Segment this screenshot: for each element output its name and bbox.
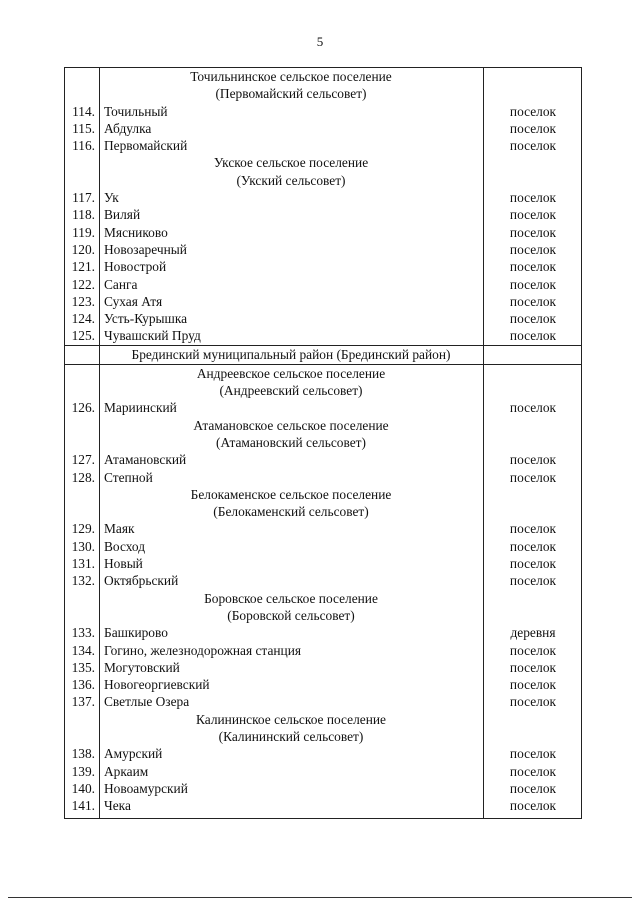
settlements-table — [64, 67, 582, 819]
settlement-kind: поселок — [509, 328, 557, 344]
settlement-name: Аркаим — [104, 763, 149, 779]
table-row — [65, 572, 581, 589]
settlement-kind: поселок — [509, 138, 557, 154]
row-number: 139. — [71, 763, 95, 779]
row-number: 138. — [71, 746, 95, 762]
table-row — [65, 189, 581, 206]
settlement-name: Точильный — [104, 103, 168, 119]
group-title: (Андреевский сельсовет) — [219, 383, 363, 399]
settlement-group-heading — [65, 417, 581, 434]
settlement-name: Чувашский Пруд — [104, 328, 201, 344]
group-title: (Боровской сельсовет) — [227, 607, 355, 623]
settlement-name: Мясниково — [104, 224, 168, 240]
row-number: 122. — [71, 276, 95, 292]
group-title: Укское сельское поселение — [213, 155, 369, 171]
group-title: (Калининский сельсовет) — [218, 728, 364, 744]
row-number: 134. — [71, 642, 95, 658]
group-title: (Белокаменский сельсовет) — [213, 504, 369, 520]
settlement-group-heading — [65, 68, 581, 85]
settlement-group-heading — [65, 154, 581, 171]
table-row — [65, 676, 581, 693]
settlement-name: Маяк — [104, 521, 135, 537]
table-row — [65, 258, 581, 275]
settlement-kind: поселок — [509, 659, 557, 675]
settlement-name: Амурский — [104, 746, 163, 762]
row-number: 121. — [71, 259, 95, 275]
settlement-kind: поселок — [509, 190, 557, 206]
table-row — [65, 520, 581, 537]
table-row — [65, 659, 581, 676]
settlement-kind: поселок — [509, 746, 557, 762]
row-number: 140. — [71, 780, 95, 796]
group-title: Андреевское сельское поселение — [196, 365, 386, 381]
row-number: 141. — [71, 798, 95, 814]
settlement-kind: поселок — [509, 780, 557, 796]
group-title: Белокаменское сельское поселение — [190, 486, 392, 502]
group-title: (Укский сельсовет) — [236, 172, 346, 188]
table-row — [65, 276, 581, 293]
settlement-group-heading — [65, 486, 581, 503]
table-row — [65, 745, 581, 762]
row-number: 133. — [71, 625, 95, 641]
settlement-kind: поселок — [509, 400, 557, 416]
settlement-kind: поселок — [509, 103, 557, 119]
settlement-group-heading — [65, 711, 581, 728]
settlement-group-heading — [65, 590, 581, 607]
row-number: 137. — [71, 694, 95, 710]
group-title: Атамановское сельское поселение — [193, 417, 389, 433]
settlement-name: Новострой — [104, 259, 167, 275]
settlement-group-heading — [65, 607, 581, 624]
page-number: 5 — [316, 34, 324, 49]
settlement-kind: деревня — [510, 625, 556, 641]
settlement-name: Башкирово — [104, 625, 168, 641]
settlement-name: Восход — [104, 538, 146, 554]
row-number: 136. — [71, 677, 95, 693]
row-number: 127. — [71, 452, 95, 468]
settlement-kind: поселок — [509, 642, 557, 658]
settlement-group-heading — [65, 503, 581, 520]
settlement-kind: поселок — [509, 763, 557, 779]
settlement-name: Атамановский — [104, 452, 187, 468]
settlement-kind: поселок — [509, 556, 557, 572]
settlement-group-heading — [65, 85, 581, 102]
settlement-kind: поселок — [509, 469, 557, 485]
table-row — [65, 137, 581, 154]
table-row — [65, 327, 581, 344]
table-row — [65, 451, 581, 468]
table-row — [65, 693, 581, 710]
row-number: 120. — [71, 241, 95, 257]
settlement-name: Абдулка — [104, 120, 152, 136]
table-row — [65, 224, 581, 241]
settlement-name: Виляй — [104, 207, 141, 223]
row-number: 131. — [71, 556, 95, 572]
settlement-kind: поселок — [509, 259, 557, 275]
row-number: 123. — [71, 293, 95, 309]
district-title: Брединский муниципальный район (Брединский район) — [131, 346, 451, 362]
row-number: 130. — [71, 538, 95, 554]
table-row — [65, 310, 581, 327]
row-number: 118. — [72, 207, 95, 223]
settlement-kind: поселок — [509, 207, 557, 223]
settlement-kind: поселок — [509, 538, 557, 554]
table-row — [65, 469, 581, 486]
row-number: 125. — [71, 328, 95, 344]
settlement-name: Новоамурский — [104, 780, 188, 796]
settlement-name: Новозаречный — [104, 241, 187, 257]
settlement-group-heading — [65, 365, 581, 382]
row-number: 119. — [72, 224, 95, 240]
table-row — [65, 797, 581, 814]
table-row — [65, 103, 581, 120]
district-heading-row — [65, 345, 581, 365]
table-row — [65, 241, 581, 258]
settlement-kind: поселок — [509, 224, 557, 240]
row-number: 114. — [72, 103, 95, 119]
settlement-group-heading — [65, 382, 581, 399]
settlement-kind: поселок — [509, 241, 557, 257]
row-number: 135. — [71, 659, 95, 675]
settlement-name: Ук — [104, 190, 119, 206]
table-row — [65, 555, 581, 572]
settlement-name: Сухая Атя — [104, 293, 163, 309]
table-row — [65, 120, 581, 137]
group-title: Точильнинское сельское поселение — [190, 69, 392, 84]
group-title: (Атамановский сельсовет) — [216, 434, 366, 450]
settlement-kind: поселок — [509, 276, 557, 292]
settlement-kind: поселок — [509, 521, 557, 537]
settlement-kind: поселок — [509, 677, 557, 693]
settlement-name: Светлые Озера — [104, 694, 190, 710]
settlement-name: Октябрьский — [104, 573, 179, 589]
settlement-name: Мариинский — [104, 400, 177, 416]
settlement-name: Чека — [104, 798, 131, 814]
settlement-name: Новогеоргиевский — [104, 677, 210, 693]
group-title: Калининское сельское поселение — [196, 711, 386, 727]
table-row — [65, 642, 581, 659]
group-title: Боровское сельское поселение — [204, 590, 378, 606]
settlement-kind: поселок — [509, 694, 557, 710]
table-row — [65, 206, 581, 223]
settlement-group-heading — [65, 728, 581, 745]
settlement-kind: поселок — [509, 452, 557, 468]
row-number: 132. — [71, 573, 95, 589]
settlement-kind: поселок — [509, 573, 557, 589]
settlement-name: Новый — [104, 556, 143, 572]
table-row — [65, 538, 581, 555]
settlement-name: Могутовский — [104, 659, 180, 675]
row-number: 116. — [72, 138, 95, 154]
settlement-kind: поселок — [509, 798, 557, 814]
settlement-group-heading — [65, 172, 581, 189]
settlement-kind: поселок — [509, 293, 557, 309]
table-row — [65, 780, 581, 797]
settlement-name: Первомайский — [104, 138, 188, 154]
row-number: 124. — [71, 311, 95, 327]
settlement-name: Степной — [104, 469, 153, 485]
table-row — [65, 624, 581, 641]
table-row — [65, 293, 581, 310]
settlement-name: Санга — [104, 276, 138, 292]
settlement-kind: поселок — [509, 120, 557, 136]
group-title: (Первомайский сельсовет) — [215, 86, 367, 102]
settlement-group-heading — [65, 434, 581, 451]
row-number: 129. — [71, 521, 95, 537]
page-bottom-rule — [8, 897, 632, 898]
row-number: 117. — [72, 190, 95, 206]
table-row — [65, 399, 581, 416]
row-number: 128. — [71, 469, 95, 485]
settlement-kind: поселок — [509, 311, 557, 327]
table-rows — [65, 68, 581, 814]
settlement-name: Усть-Курышка — [104, 311, 188, 327]
row-number: 126. — [71, 400, 95, 416]
table-row — [65, 763, 581, 780]
row-number: 115. — [72, 120, 95, 136]
settlement-name: Гогино, железнодорожная станция — [104, 642, 302, 658]
